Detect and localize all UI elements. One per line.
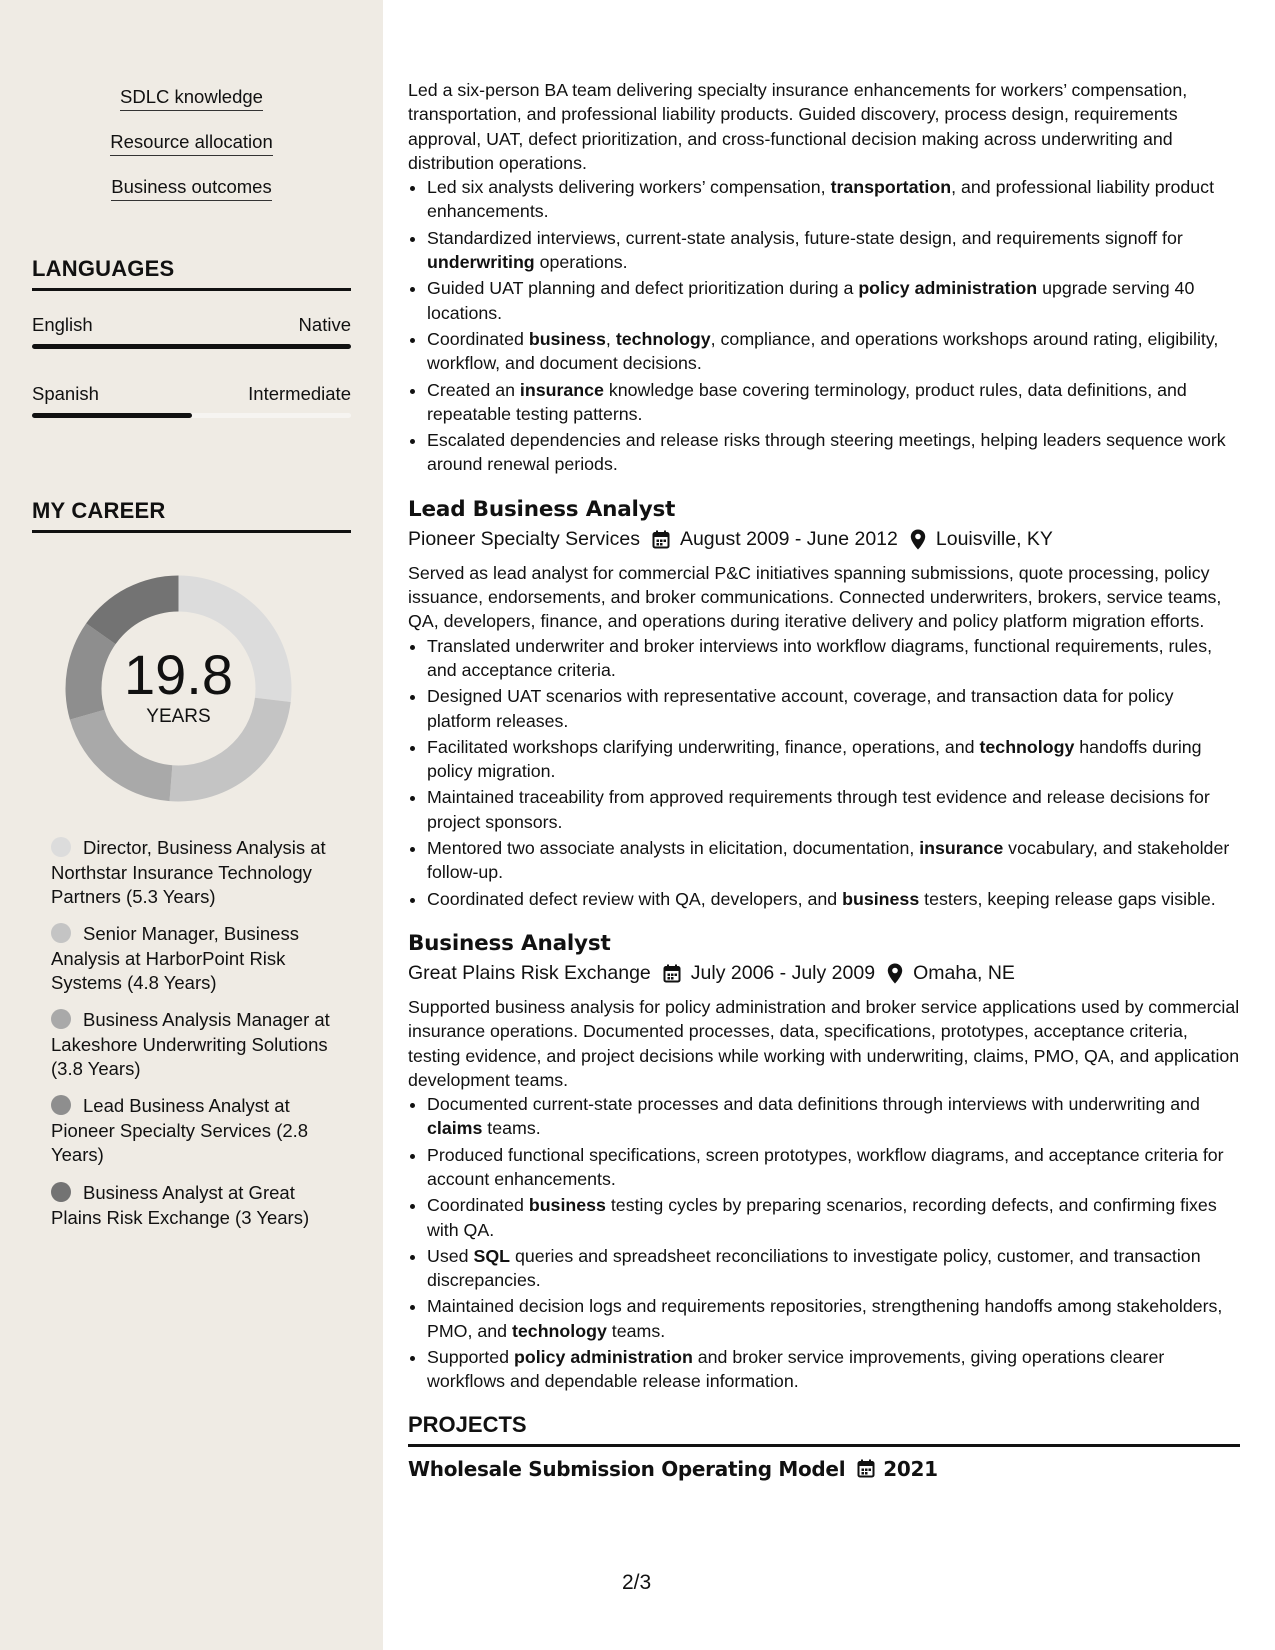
language-level: Native [298,314,351,335]
job-bullets [408,634,1240,911]
bullet-item: • Facilitated workshops clarifying underwriting, finance, operations, and technology handoffs during policy migration. [427,735,1240,784]
project-name: Wholesale Submission Operating Model [408,1456,846,1481]
legend-dot-icon [51,837,71,857]
bullet-item: • Coordinated business, technology, compliance, and operations workshops around rating, eligibility, workflow, and document decisions. [427,327,1240,376]
career-legend-item: Senior Manager, Business Analysis at HarborPoint Risk Systems (4.8 Years) [51,923,299,993]
legend-dot-icon [51,1095,71,1115]
job-bullets [408,1092,1240,1394]
job-location: Omaha, NE [913,961,1015,984]
job-location: Louisville, KY [935,527,1053,550]
job-dates: July 2006 - July 2009 [690,961,876,984]
job-title: Business Analyst [408,930,611,956]
career-donut-chart [64,574,293,803]
project-year: 2021 [883,1456,938,1481]
bullet-item: • Escalated dependencies and release risks through steering meetings, helping leaders sequence work around renewal periods. [427,428,1240,477]
language-proficiency-fill [32,344,351,349]
job-entry [408,497,1240,911]
bullet-item: • Used SQL queries and spreadsheet reconciliations to investigate policy, customer, and transaction discrepancies. [427,1244,1240,1293]
page-number: 2/3 [622,1571,652,1594]
career-legend-item: Director, Business Analysis at Northstar Insurance Technology Partners (5.3 Years) [51,837,326,907]
career-total-number: 19.8 [124,642,233,706]
calendar-icon [857,1459,875,1478]
language-name: Spanish [32,383,99,404]
languages-heading: LANGUAGES [32,256,351,291]
career-legend-item: Business Analysis Manager at Lakeshore Underwriting Solutions (3.8 Years) [51,1009,330,1079]
skill-item: Business outcomes [0,176,383,201]
bullet-item: • Created an insurance knowledge base covering terminology, product rules, data definitions, and repeatable testing patterns. [427,378,1240,427]
job-summary: Supported business analysis for policy administration and broker service applications used by commercial insurance operations. Documented processes, data, specifications, prototypes, acceptance criteria, testing evidence, and project decisions while working with underwriting, claims, PMO, QA, and application development teams. [408,996,1240,1090]
job-meta [408,528,1240,551]
language-proficiency-bar [32,344,351,349]
bullet-item: • Standardized interviews, current-state analysis, future-state design, and requirements signoff for underwriting operations. [427,226,1240,275]
job-summary: Served as lead analyst for commercial P&C initiatives spanning submissions, quote processing, policy issuance, endorsements, and broker communications. Connected underwriters, brokers, service teams, QA, developers, finance, and operations during iterative delivery and policy platform migration efforts. [408,562,1222,632]
job-bullets [408,175,1240,477]
bullet-item: • Mentored two associate analysts in elicitation, documentation, insurance vocabulary, and stakeholder follow-up. [427,836,1240,885]
bullet-item: • Guided UAT planning and defect prioritization during a policy administration upgrade serving 40 locations. [427,276,1240,325]
bullet-item: • Maintained decision logs and requirements repositories, strengthening handoffs among stakeholders, PMO, and technology teams. [427,1294,1240,1343]
location-pin-icon [910,529,926,550]
language-proficiency-bar [32,413,351,418]
calendar-icon [663,964,681,983]
project-entry [408,1457,1240,1481]
location-pin-icon [887,963,903,984]
main-content [408,78,1240,1481]
bullet-item: • Coordinated business testing cycles by preparing scenarios, recording defects, and confirming fixes with QA. [427,1193,1240,1242]
job-company: Pioneer Specialty Services [408,527,640,550]
legend-dot-icon [51,923,71,943]
job-title: Lead Business Analyst [408,496,676,522]
job-company: Great Plains Risk Exchange [408,961,651,984]
legend-dot-icon [51,1182,71,1202]
bullet-item: • Supported policy administration and broker service improvements, giving operations clearer workflows and dependable release information. [427,1345,1240,1394]
bullet-item: • Produced functional specifications, screen prototypes, workflow diagrams, and acceptance criteria for account enhancements. [427,1143,1240,1192]
job-dates: August 2009 - June 2012 [679,527,898,550]
career-legend-item: Business Analyst at Great Plains Risk Exchange (3 Years) [51,1182,310,1228]
job-meta [408,962,1240,985]
language-proficiency-fill [32,413,192,418]
job-summary: Led a six-person BA team delivering specialty insurance enhancements for workers’ compensation, transportation, and professional liability products. Guided discovery, process design, requirements approval, UAT, defect prioritization, and cross-functional decision making across underwriting and distribution operations. [408,80,1188,173]
bullet-item: • Translated underwriter and broker interviews into workflow diagrams, functional requirements, rules, and acceptance criteria. [427,634,1240,683]
skill-item: SDLC knowledge [0,86,383,111]
career-legend-item: Lead Business Analyst at Pioneer Specialty Services (2.8 Years) [51,1095,309,1165]
skill-item: Resource allocation [0,131,383,156]
language-name: English [32,314,93,335]
job-entry [408,931,1240,1394]
sidebar [0,0,383,1650]
bullet-item: • Maintained traceability from approved requirements through test evidence and release decisions for project sponsors. [427,785,1240,834]
language-row [32,314,351,336]
projects-heading: PROJECTS [408,1412,1240,1447]
bullet-item: • Documented current-state processes and data definitions through interviews with underwriting and claims teams. [427,1092,1240,1141]
bullet-item: • Coordinated defect review with QA, developers, and business testers, keeping release gaps visible. [427,887,1240,911]
career-total [64,574,293,803]
bullet-item: • Designed UAT scenarios with representative account, coverage, and transaction data for policy platform releases. [427,684,1240,733]
legend-dot-icon [51,1009,71,1029]
language-level: Intermediate [248,383,351,404]
language-row [32,383,351,405]
career-total-unit: YEARS [146,705,211,727]
bullet-item: • Led six analysts delivering workers’ compensation, transportation, and professional liability product enhancements. [427,175,1240,224]
calendar-icon [652,530,670,549]
career-heading: MY CAREER [32,498,351,533]
